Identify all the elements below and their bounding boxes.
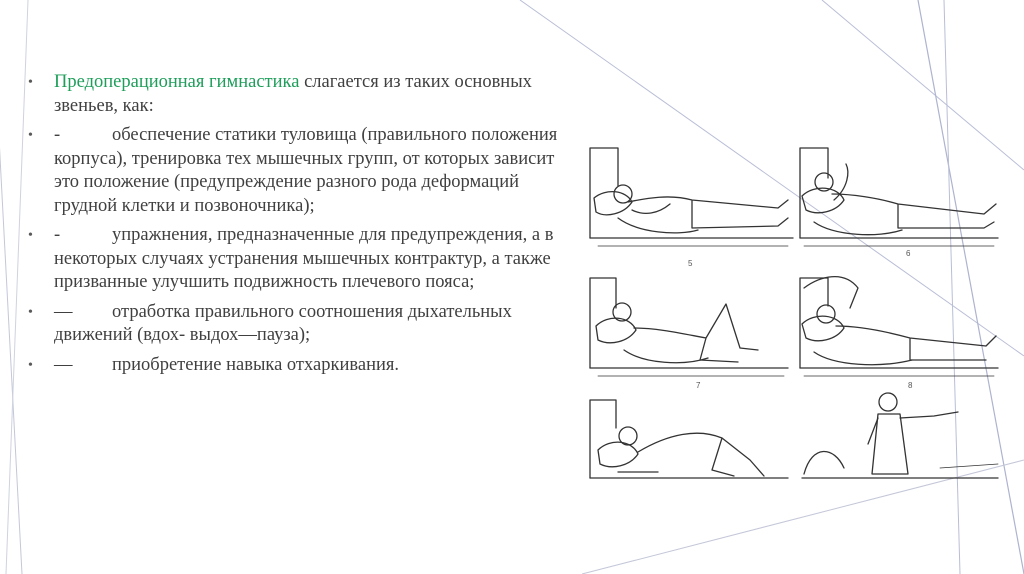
list-item [28,354,568,378]
figure-label: 5 [688,259,693,268]
exercise-9-figure [590,400,788,478]
item-text: обеспечение статики туловища (правильного положения корпуса), тренировка тех мышечных групп, от которых зависит это положение (предупреждение разного рода деформаций грудной клетки и позвоночника); [54,125,558,216]
exercise-5-figure [590,148,793,246]
bullet-dot: • [28,304,33,320]
item-text: отработка правильного соотношения дыхательных движений (вдох- выдох—пауза); [54,301,512,345]
item-marker: — [54,301,73,322]
figure-label: 6 [906,249,911,258]
item-marker: - [54,125,61,145]
exercise-7-figure [590,278,788,376]
highlight-term: Предоперационная гимнастика [54,72,300,92]
exercise-illustration [588,138,1004,484]
list-item [28,301,568,348]
item-text: упражнения, предназначенные для предупреждения, а в некоторых случаях устранения мышечных контрактур, а также призванные улучшить подвижность плечевого пояса; [54,225,554,292]
figure-label: 8 [908,381,913,390]
list-item [28,224,568,295]
bullet-dot: • [28,228,33,243]
list-item [28,71,568,118]
bullet-dot: • [28,357,33,373]
bullet-list [28,71,568,383]
item-text: приобретение навыка отхаркивания. [112,354,400,375]
list-item [28,124,568,218]
item-marker: - [54,225,61,245]
bullet-dot: • [28,75,33,90]
item-marker: — [54,354,73,375]
exercise-6-figure [800,148,998,246]
exercise-8-figure [800,277,998,376]
figure-label: 7 [696,381,701,390]
bullet-dot: • [28,128,33,143]
item-text: слагается из таких основных звеньев, как: [54,72,532,116]
exercise-10-figure [802,393,998,478]
